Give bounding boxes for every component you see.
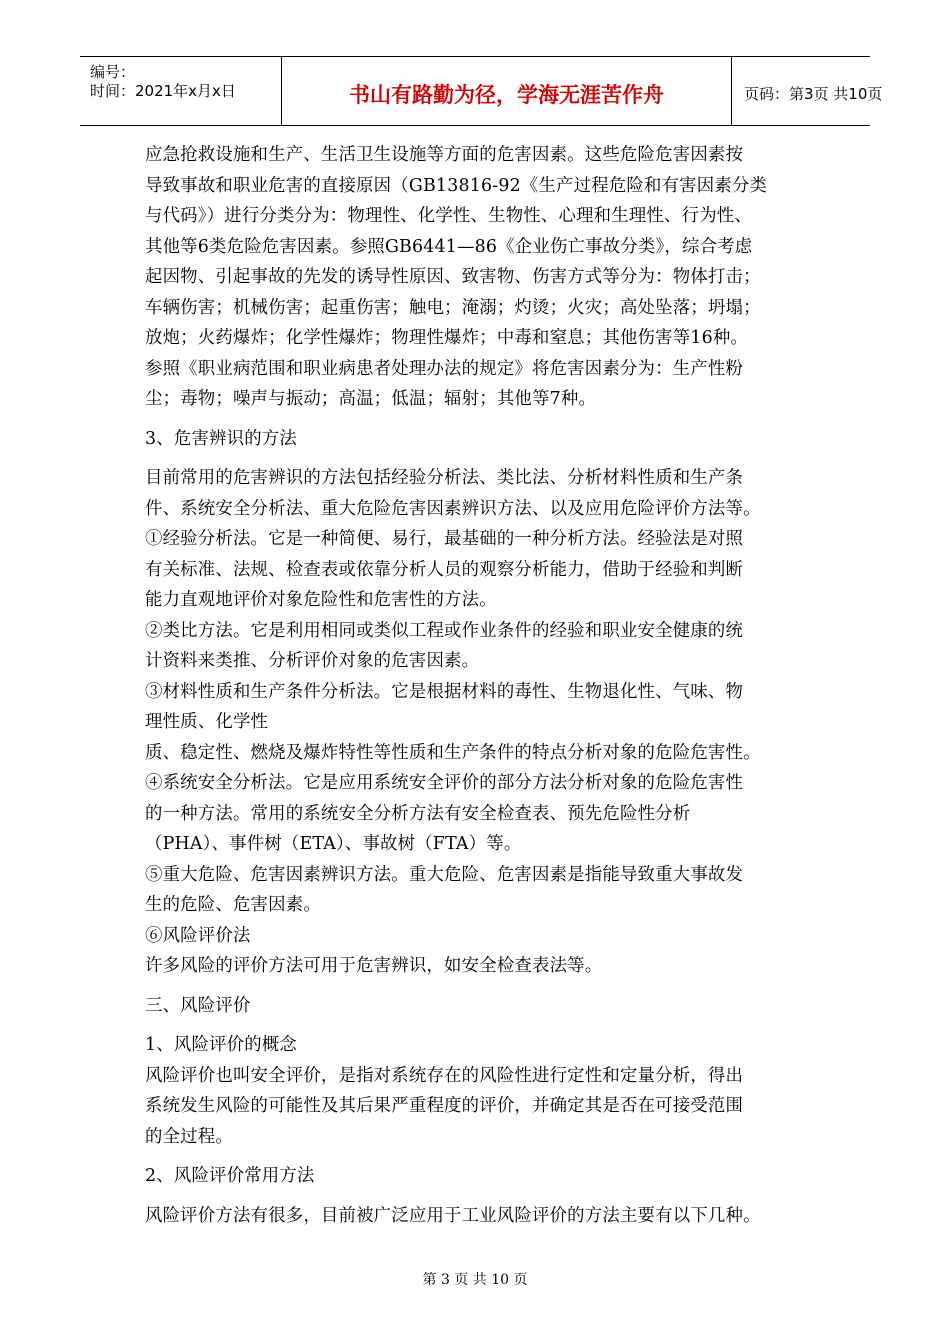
paragraph-gap bbox=[145, 1021, 810, 1030]
text-line: 1、风险评价的概念 bbox=[145, 1035, 297, 1055]
text-line: 尘；毒物；噪声与振动；高温；低温；辐射；其他等7种。 bbox=[145, 389, 597, 409]
text-line: 与代码》）进行分类分为：物理性、化学性、生物性、心理和生理性、行为性、 bbox=[145, 206, 752, 226]
text-line: 目前常用的危害辨识的方法包括经验分析法、类比法、分析材料性质和生产条 bbox=[145, 468, 744, 488]
paragraph-gap bbox=[145, 1152, 810, 1161]
text-line: ③材料性质和生产条件分析法。它是根据材料的毒性、生物退化性、气味、物 bbox=[145, 681, 744, 702]
text-line: ④系统安全分析法。它是应用系统安全评价的部分方法分析对象的危险危害性 bbox=[145, 773, 744, 793]
text-line: 的一种方法。常用的系统安全分析方法有安全检查表、预先危险性分析 bbox=[145, 803, 691, 824]
text-line: 风险评价也叫安全评价，是指对系统存在的风险性进行定性和定量分析，得出 bbox=[145, 1065, 744, 1086]
text-line: ①经验分析法。它是一种简便、易行，最基础的一种分析方法。经验法是对照 bbox=[145, 529, 744, 549]
paragraph-gap bbox=[145, 982, 810, 991]
text-line: 放炮；火药爆炸；化学性爆炸；物理性爆炸；中毒和窒息；其他伤害等16种。 bbox=[145, 328, 749, 348]
paragraph-gap bbox=[145, 415, 810, 424]
header-right-cell bbox=[732, 57, 883, 125]
header-motto-cell bbox=[281, 57, 732, 125]
page-header bbox=[80, 56, 883, 126]
text-line: 能力直观地评价对象危险性和危害性的方法。 bbox=[145, 590, 497, 610]
paragraph-gap bbox=[145, 454, 810, 463]
text-line: 导致事故和职业危害的直接原因（GB13816-92《生产过程危险和有害因素分类 bbox=[145, 175, 768, 196]
text-line: 风险评价方法有很多，目前被广泛应用于工业风险评价的方法主要有以下几种。 bbox=[145, 1205, 761, 1226]
text-line: 三、风险评价 bbox=[145, 995, 251, 1016]
text-line: 计资料来类推、分析评价对象的危害因素。 bbox=[145, 651, 480, 671]
text-line: ⑥风险评价法 bbox=[145, 925, 251, 946]
header-left-cell bbox=[80, 57, 281, 125]
text-line: 系统发生风险的可能性及其后果严重程度的评价，并确定其是否在可接受范围 bbox=[145, 1096, 744, 1116]
page-label: 页码：第3页 共10页 bbox=[744, 85, 883, 103]
document-body bbox=[145, 140, 810, 1231]
paragraph-gap bbox=[145, 1192, 810, 1201]
date-label: 时间：2021年x月x日 bbox=[90, 82, 236, 100]
text-line: 2、风险评价常用方法 bbox=[145, 1166, 315, 1186]
text-line: 其他等6类危险危害因素。参照GB6441—86《企业伤亡事故分类》，综合考虑 bbox=[145, 236, 753, 257]
text-line: 生的危险、危害因素。 bbox=[145, 895, 321, 915]
number-label: 编号： bbox=[90, 63, 136, 81]
motto: 书山有路勤为径，学海无涯苦作舟 bbox=[349, 83, 664, 107]
text-line: 许多风险的评价方法可用于危害辨识，如安全检查表法等。 bbox=[145, 956, 603, 976]
text-line: ⑤重大危险、危害因素辨识方法。重大危险、危害因素是指能导致重大事故发 bbox=[145, 864, 744, 885]
text-line: 起因物、引起事故的先发的诱导性原因、致害物、伤害方式等分为：物体打击； bbox=[145, 267, 761, 287]
text-line: ②类比方法。它是利用相同或类似工程或作业条件的经验和职业安全健康的统 bbox=[145, 620, 744, 641]
page-footer: 第 3 页 共 10 页 bbox=[422, 1272, 528, 1288]
text-line: （PHA）、事件树（ETA）、事故树（FTA）等。 bbox=[145, 834, 522, 854]
text-line: 的全过程。 bbox=[145, 1126, 233, 1147]
text-line: 有关标准、法规、检查表或依靠分析人员的观察分析能力，借助于经验和判断 bbox=[145, 559, 744, 580]
text-line: 质、稳定性、燃烧及爆炸特性等性质和生产条件的特点分析对象的危险危害性。 bbox=[145, 742, 761, 763]
text-line: 3、危害辨识的方法 bbox=[145, 428, 297, 449]
text-line: 车辆伤害；机械伤害；起重伤害；触电；淹溺；灼烫；火灾；高处坠落；坍塌； bbox=[145, 297, 761, 318]
text-line: 理性质、化学性 bbox=[145, 712, 269, 732]
text-line: 件、系统安全分析法、重大危险危害因素辨识方法、以及应用危险评价方法等。 bbox=[145, 498, 761, 519]
text-line: 参照《职业病范围和职业病患者处理办法的规定》将危害因素分为：生产性粉 bbox=[145, 358, 744, 379]
text-line: 应急抢救设施和生产、生活卫生设施等方面的危害因素。这些危险危害因素按 bbox=[145, 145, 744, 165]
